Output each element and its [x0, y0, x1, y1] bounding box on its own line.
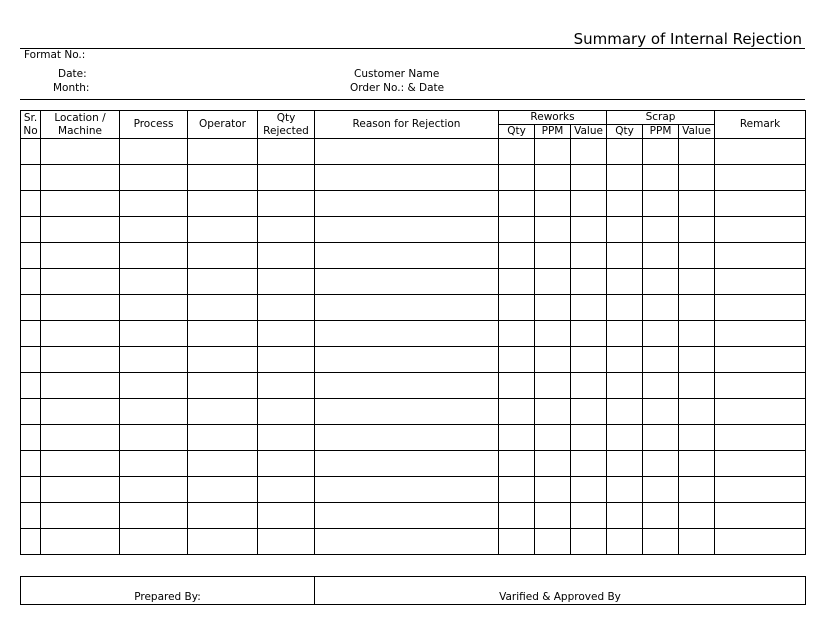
cell-location-machine[interactable]: [41, 529, 120, 555]
cell-reworks-qty[interactable]: [499, 347, 535, 373]
col-scrap: Scrap: [607, 111, 715, 125]
cell-scrap-ppm[interactable]: [643, 347, 679, 373]
cell-scrap-qty[interactable]: [607, 503, 643, 529]
table-row: [21, 165, 806, 191]
col-reworks: Reworks: [499, 111, 607, 125]
cell-scrap-qty[interactable]: [607, 217, 643, 243]
cell-operator[interactable]: [188, 321, 258, 347]
cell-sr-no[interactable]: [21, 425, 41, 451]
cell-reason[interactable]: [315, 321, 499, 347]
cell-scrap-qty[interactable]: [607, 399, 643, 425]
table-row: [21, 503, 806, 529]
cell-location-machine[interactable]: [41, 503, 120, 529]
customer-name-label: Customer Name: [354, 68, 440, 80]
cell-reworks-value[interactable]: [571, 425, 607, 451]
col-reworks-qty: Qty: [499, 125, 535, 139]
cell-scrap-ppm[interactable]: [643, 425, 679, 451]
cell-qty-rejected[interactable]: [258, 373, 315, 399]
cell-scrap-qty[interactable]: [607, 425, 643, 451]
cell-scrap-qty[interactable]: [607, 243, 643, 269]
cell-operator[interactable]: [188, 191, 258, 217]
cell-scrap-ppm[interactable]: [643, 503, 679, 529]
cell-reworks-ppm[interactable]: [535, 295, 571, 321]
cell-remark[interactable]: [715, 139, 806, 165]
cell-operator[interactable]: [188, 451, 258, 477]
cell-scrap-value[interactable]: [679, 243, 715, 269]
cell-reworks-qty[interactable]: [499, 503, 535, 529]
table-row: [21, 529, 806, 555]
table-row: [21, 295, 806, 321]
cell-operator[interactable]: [188, 165, 258, 191]
cell-scrap-value[interactable]: [679, 477, 715, 503]
cell-reworks-value[interactable]: [571, 529, 607, 555]
cell-process[interactable]: [120, 347, 188, 373]
cell-reworks-qty[interactable]: [499, 243, 535, 269]
order-no-label: Order No.: & Date: [350, 82, 445, 94]
cell-sr-no[interactable]: [21, 477, 41, 503]
cell-process[interactable]: [120, 451, 188, 477]
col-location-machine: Location / Machine: [41, 111, 120, 139]
cell-reworks-qty[interactable]: [499, 399, 535, 425]
cell-sr-no[interactable]: [21, 139, 41, 165]
cell-reason[interactable]: [315, 451, 499, 477]
cell-location-machine[interactable]: [41, 347, 120, 373]
cell-reworks-qty[interactable]: [499, 295, 535, 321]
cell-scrap-qty[interactable]: [607, 139, 643, 165]
cell-scrap-ppm[interactable]: [643, 165, 679, 191]
cell-operator[interactable]: [188, 217, 258, 243]
cell-sr-no[interactable]: [21, 347, 41, 373]
cell-reason[interactable]: [315, 243, 499, 269]
verified-by-cell[interactable]: [315, 577, 806, 605]
cell-remark[interactable]: [715, 373, 806, 399]
col-scrap-qty: Qty: [607, 125, 643, 139]
cell-reworks-qty[interactable]: [499, 477, 535, 503]
cell-sr-no[interactable]: [21, 269, 41, 295]
cell-reworks-ppm[interactable]: [535, 139, 571, 165]
cell-location-machine[interactable]: [41, 217, 120, 243]
cell-process[interactable]: [120, 321, 188, 347]
col-reworks-ppm: PPM: [535, 125, 571, 139]
cell-remark[interactable]: [715, 425, 806, 451]
cell-process[interactable]: [120, 191, 188, 217]
col-scrap-value: Value: [679, 125, 715, 139]
cell-reworks-qty[interactable]: [499, 217, 535, 243]
cell-sr-no[interactable]: [21, 217, 41, 243]
cell-sr-no[interactable]: [21, 373, 41, 399]
cell-operator[interactable]: [188, 399, 258, 425]
cell-reason[interactable]: [315, 399, 499, 425]
cell-reworks-value[interactable]: [571, 191, 607, 217]
cell-reworks-ppm[interactable]: [535, 191, 571, 217]
cell-reworks-ppm[interactable]: [535, 217, 571, 243]
cell-qty-rejected[interactable]: [258, 347, 315, 373]
cell-process[interactable]: [120, 529, 188, 555]
cell-scrap-value[interactable]: [679, 295, 715, 321]
cell-location-machine[interactable]: [41, 139, 120, 165]
table-row: [21, 477, 806, 503]
cell-process[interactable]: [120, 243, 188, 269]
cell-reworks-qty[interactable]: [499, 425, 535, 451]
table-row: [21, 269, 806, 295]
cell-scrap-ppm[interactable]: [643, 529, 679, 555]
cell-scrap-qty[interactable]: [607, 529, 643, 555]
cell-reworks-qty[interactable]: [499, 139, 535, 165]
cell-reworks-qty[interactable]: [499, 321, 535, 347]
cell-scrap-value[interactable]: [679, 139, 715, 165]
cell-scrap-value[interactable]: [679, 373, 715, 399]
cell-process[interactable]: [120, 139, 188, 165]
cell-remark[interactable]: [715, 165, 806, 191]
cell-reworks-value[interactable]: [571, 295, 607, 321]
cell-reason[interactable]: [315, 347, 499, 373]
cell-qty-rejected[interactable]: [258, 295, 315, 321]
cell-qty-rejected[interactable]: [258, 243, 315, 269]
cell-scrap-qty[interactable]: [607, 295, 643, 321]
cell-scrap-value[interactable]: [679, 503, 715, 529]
cell-scrap-ppm[interactable]: [643, 295, 679, 321]
cell-reason[interactable]: [315, 217, 499, 243]
cell-scrap-ppm[interactable]: [643, 373, 679, 399]
cell-reason[interactable]: [315, 373, 499, 399]
table-row: [21, 321, 806, 347]
cell-reworks-value[interactable]: [571, 165, 607, 191]
cell-scrap-value[interactable]: [679, 269, 715, 295]
cell-reason[interactable]: [315, 503, 499, 529]
cell-scrap-ppm[interactable]: [643, 321, 679, 347]
cell-reason[interactable]: [315, 191, 499, 217]
cell-reworks-value[interactable]: [571, 139, 607, 165]
table-row: [21, 373, 806, 399]
cell-reworks-ppm[interactable]: [535, 165, 571, 191]
cell-operator[interactable]: [188, 373, 258, 399]
cell-scrap-qty[interactable]: [607, 347, 643, 373]
table-row: [21, 451, 806, 477]
cell-reworks-value[interactable]: [571, 477, 607, 503]
cell-location-machine[interactable]: [41, 165, 120, 191]
cell-scrap-qty[interactable]: [607, 269, 643, 295]
cell-operator[interactable]: [188, 529, 258, 555]
cell-process[interactable]: [120, 425, 188, 451]
cell-remark[interactable]: [715, 399, 806, 425]
cell-scrap-value[interactable]: [679, 191, 715, 217]
cell-remark[interactable]: [715, 477, 806, 503]
col-sr-no: Sr. No: [21, 111, 41, 139]
cell-reworks-value[interactable]: [571, 269, 607, 295]
cell-scrap-value[interactable]: [679, 165, 715, 191]
table-row: [21, 425, 806, 451]
cell-operator[interactable]: [188, 503, 258, 529]
cell-reworks-value[interactable]: [571, 399, 607, 425]
cell-sr-no[interactable]: [21, 191, 41, 217]
cell-process[interactable]: [120, 503, 188, 529]
cell-reworks-value[interactable]: [571, 321, 607, 347]
cell-remark[interactable]: [715, 295, 806, 321]
table-row: [21, 191, 806, 217]
cell-reworks-qty[interactable]: [499, 269, 535, 295]
cell-operator[interactable]: [188, 347, 258, 373]
cell-scrap-ppm[interactable]: [643, 217, 679, 243]
cell-reworks-ppm[interactable]: [535, 503, 571, 529]
cell-qty-rejected[interactable]: [258, 165, 315, 191]
cell-scrap-qty[interactable]: [607, 165, 643, 191]
cell-reworks-qty[interactable]: [499, 165, 535, 191]
cell-remark[interactable]: [715, 347, 806, 373]
cell-reason[interactable]: [315, 139, 499, 165]
col-process: Process: [120, 111, 188, 139]
cell-sr-no[interactable]: [21, 321, 41, 347]
cell-reworks-ppm[interactable]: [535, 321, 571, 347]
cell-sr-no[interactable]: [21, 503, 41, 529]
signature-table: [20, 576, 806, 605]
col-reason: Reason for Rejection: [315, 111, 499, 139]
cell-process[interactable]: [120, 217, 188, 243]
cell-reworks-ppm[interactable]: [535, 477, 571, 503]
cell-remark[interactable]: [715, 269, 806, 295]
cell-remark[interactable]: [715, 451, 806, 477]
cell-location-machine[interactable]: [41, 295, 120, 321]
format-no-label: Format No.:: [24, 49, 86, 61]
cell-qty-rejected[interactable]: [258, 139, 315, 165]
date-label: Date:: [58, 68, 87, 80]
col-reworks-value: Value: [571, 125, 607, 139]
verified-by-label: Varified & Approved By: [499, 591, 621, 603]
cell-scrap-ppm[interactable]: [643, 451, 679, 477]
cell-reworks-ppm[interactable]: [535, 347, 571, 373]
cell-process[interactable]: [120, 399, 188, 425]
table-row: [21, 139, 806, 165]
cell-qty-rejected[interactable]: [258, 529, 315, 555]
cell-scrap-value[interactable]: [679, 451, 715, 477]
cell-scrap-ppm[interactable]: [643, 243, 679, 269]
cell-qty-rejected[interactable]: [258, 451, 315, 477]
cell-location-machine[interactable]: [41, 269, 120, 295]
rejection-table: [20, 110, 806, 555]
cell-location-machine[interactable]: [41, 399, 120, 425]
cell-process[interactable]: [120, 165, 188, 191]
cell-reason[interactable]: [315, 165, 499, 191]
cell-reason[interactable]: [315, 269, 499, 295]
cell-scrap-value[interactable]: [679, 425, 715, 451]
col-remark: Remark: [715, 111, 806, 139]
cell-location-machine[interactable]: [41, 321, 120, 347]
cell-reworks-ppm[interactable]: [535, 529, 571, 555]
cell-reworks-qty[interactable]: [499, 191, 535, 217]
cell-qty-rejected[interactable]: [258, 477, 315, 503]
cell-sr-no[interactable]: [21, 399, 41, 425]
cell-reworks-value[interactable]: [571, 217, 607, 243]
cell-scrap-value[interactable]: [679, 321, 715, 347]
cell-scrap-ppm[interactable]: [643, 477, 679, 503]
cell-qty-rejected[interactable]: [258, 503, 315, 529]
cell-reworks-value[interactable]: [571, 503, 607, 529]
header-rule: [20, 99, 805, 100]
page-title: Summary of Internal Rejection: [573, 30, 802, 48]
cell-location-machine[interactable]: [41, 425, 120, 451]
cell-remark[interactable]: [715, 321, 806, 347]
cell-reworks-value[interactable]: [571, 373, 607, 399]
cell-sr-no[interactable]: [21, 243, 41, 269]
cell-remark[interactable]: [715, 217, 806, 243]
cell-reworks-ppm[interactable]: [535, 269, 571, 295]
cell-operator[interactable]: [188, 139, 258, 165]
cell-scrap-ppm[interactable]: [643, 269, 679, 295]
table-row: [21, 399, 806, 425]
cell-qty-rejected[interactable]: [258, 425, 315, 451]
cell-sr-no[interactable]: [21, 295, 41, 321]
cell-operator[interactable]: [188, 295, 258, 321]
cell-reworks-value[interactable]: [571, 451, 607, 477]
cell-reworks-value[interactable]: [571, 243, 607, 269]
prepared-by-label: Prepared By:: [134, 591, 201, 603]
title-rule: [20, 48, 805, 49]
cell-location-machine[interactable]: [41, 191, 120, 217]
cell-scrap-qty[interactable]: [607, 373, 643, 399]
table-body: [21, 139, 806, 555]
cell-reworks-ppm[interactable]: [535, 399, 571, 425]
table-row: [21, 347, 806, 373]
cell-operator[interactable]: [188, 269, 258, 295]
cell-remark[interactable]: [715, 243, 806, 269]
cell-scrap-value[interactable]: [679, 347, 715, 373]
prepared-by-cell[interactable]: [21, 577, 315, 605]
cell-sr-no[interactable]: [21, 529, 41, 555]
cell-scrap-value[interactable]: [679, 399, 715, 425]
cell-remark[interactable]: [715, 503, 806, 529]
cell-remark[interactable]: [715, 191, 806, 217]
cell-operator[interactable]: [188, 477, 258, 503]
cell-scrap-qty[interactable]: [607, 191, 643, 217]
col-scrap-ppm: PPM: [643, 125, 679, 139]
cell-reason[interactable]: [315, 477, 499, 503]
cell-scrap-value[interactable]: [679, 217, 715, 243]
cell-qty-rejected[interactable]: [258, 321, 315, 347]
cell-reworks-qty[interactable]: [499, 373, 535, 399]
cell-qty-rejected[interactable]: [258, 191, 315, 217]
cell-scrap-qty[interactable]: [607, 321, 643, 347]
cell-reason[interactable]: [315, 425, 499, 451]
cell-location-machine[interactable]: [41, 451, 120, 477]
cell-reworks-qty[interactable]: [499, 451, 535, 477]
cell-reworks-qty[interactable]: [499, 529, 535, 555]
cell-operator[interactable]: [188, 243, 258, 269]
cell-process[interactable]: [120, 477, 188, 503]
col-qty-rejected: Qty Rejected: [258, 111, 315, 139]
cell-qty-rejected[interactable]: [258, 217, 315, 243]
col-operator: Operator: [188, 111, 258, 139]
cell-reworks-ppm[interactable]: [535, 425, 571, 451]
cell-qty-rejected[interactable]: [258, 399, 315, 425]
cell-remark[interactable]: [715, 529, 806, 555]
cell-scrap-ppm[interactable]: [643, 191, 679, 217]
cell-location-machine[interactable]: [41, 477, 120, 503]
cell-reworks-ppm[interactable]: [535, 451, 571, 477]
cell-process[interactable]: [120, 269, 188, 295]
cell-location-machine[interactable]: [41, 373, 120, 399]
cell-sr-no[interactable]: [21, 451, 41, 477]
cell-reworks-ppm[interactable]: [535, 243, 571, 269]
cell-process[interactable]: [120, 373, 188, 399]
cell-sr-no[interactable]: [21, 165, 41, 191]
cell-qty-rejected[interactable]: [258, 269, 315, 295]
cell-process[interactable]: [120, 295, 188, 321]
cell-scrap-qty[interactable]: [607, 451, 643, 477]
cell-location-machine[interactable]: [41, 243, 120, 269]
cell-scrap-ppm[interactable]: [643, 399, 679, 425]
month-label: Month:: [53, 82, 90, 94]
table-row: [21, 217, 806, 243]
cell-scrap-qty[interactable]: [607, 477, 643, 503]
cell-scrap-ppm[interactable]: [643, 139, 679, 165]
table-row: [21, 243, 806, 269]
cell-reason[interactable]: [315, 295, 499, 321]
cell-reworks-value[interactable]: [571, 347, 607, 373]
cell-scrap-value[interactable]: [679, 529, 715, 555]
cell-reworks-ppm[interactable]: [535, 373, 571, 399]
cell-reason[interactable]: [315, 529, 499, 555]
cell-operator[interactable]: [188, 425, 258, 451]
